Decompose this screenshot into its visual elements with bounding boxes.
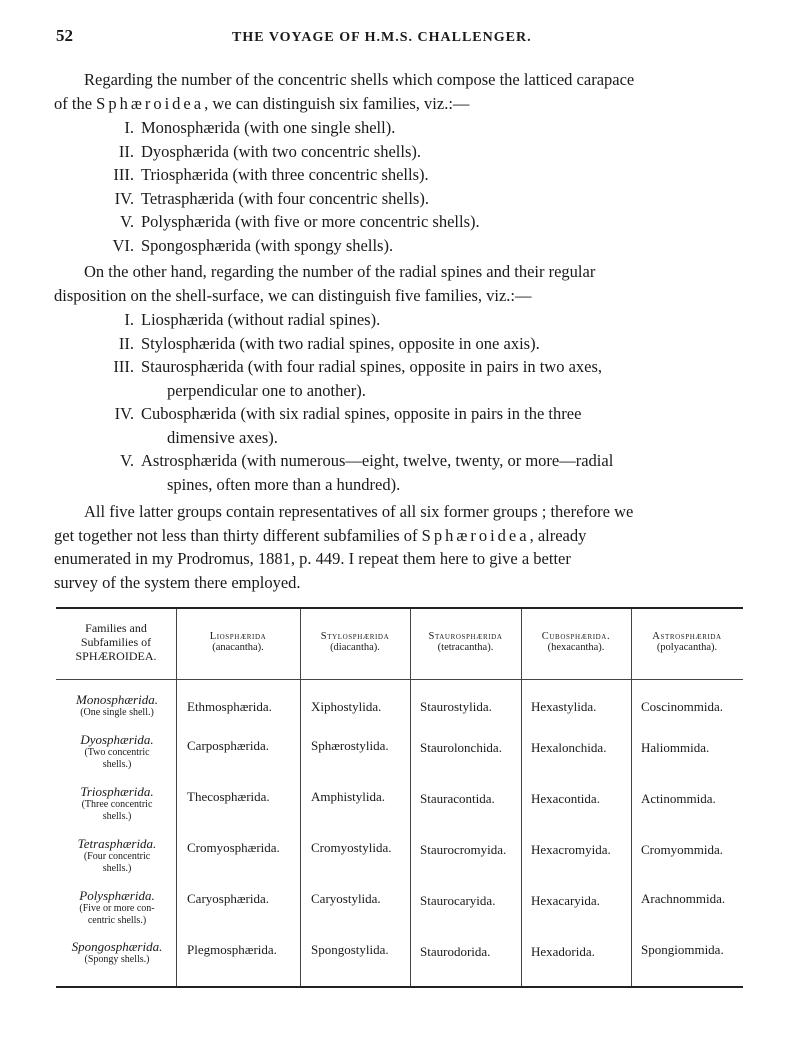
running-head: THE VOYAGE OF H.M.S. CHALLENGER. bbox=[232, 30, 532, 45]
table-cell: Hexadorida. bbox=[531, 944, 595, 959]
third-paragraph bbox=[54, 500, 744, 594]
intro-line-2 bbox=[54, 92, 744, 116]
table-cell: Staurocromyida. bbox=[420, 842, 507, 857]
shell-families-list bbox=[100, 116, 700, 257]
row-family: Tetrasphærida. bbox=[77, 836, 157, 851]
intro-line-2-before: of the bbox=[54, 93, 93, 113]
column-header bbox=[300, 631, 410, 653]
row-label bbox=[58, 889, 176, 927]
row-label bbox=[58, 785, 176, 823]
column-header-name: Staurosphærida bbox=[428, 631, 503, 642]
row-family: Polysphærida. bbox=[79, 888, 155, 903]
list-item bbox=[100, 187, 700, 211]
list-text-continuation: perpendicular one to another). bbox=[167, 380, 366, 400]
table-cell: Cromyosphærida. bbox=[187, 840, 280, 855]
column-divider bbox=[521, 609, 522, 986]
row-desc: shells.) bbox=[102, 759, 132, 770]
table-cell: Coscinommida. bbox=[641, 699, 723, 714]
table-cell: Hexacromyida. bbox=[531, 842, 611, 857]
row-label bbox=[58, 733, 176, 771]
column-header-sub: (anacantha). bbox=[212, 642, 264, 653]
spine-families-list bbox=[100, 308, 745, 496]
third-line-1: All five latter groups contain representatives of all six former groups ; therefore we bbox=[84, 502, 634, 521]
row-desc: shells.) bbox=[102, 811, 132, 822]
list-item bbox=[100, 355, 745, 402]
table-cell: Caryosphærida. bbox=[187, 891, 269, 906]
table-cell: Plegmosphærida. bbox=[187, 942, 277, 957]
row-family: Triosphærida. bbox=[80, 784, 154, 799]
intro-line-1: Regarding the number of the concentric shells which compose the latticed carapace bbox=[84, 70, 635, 89]
list-numeral: V. bbox=[120, 451, 134, 470]
table-cell: Hexastylida. bbox=[531, 699, 597, 714]
list-numeral: III. bbox=[113, 357, 134, 376]
table-cell: Xiphostylida. bbox=[311, 699, 382, 714]
table-cell: Thecosphærida. bbox=[187, 789, 270, 804]
table-cell: Arachnommida. bbox=[641, 891, 726, 906]
intro-line-2-after: , we can distinguish six families, viz.:— bbox=[204, 93, 470, 113]
third-line-2-after: , already bbox=[529, 525, 587, 545]
list-item bbox=[100, 163, 700, 187]
table-cell: Caryostylida. bbox=[311, 891, 381, 906]
table-cell: Cromyommida. bbox=[641, 842, 723, 857]
row-label bbox=[58, 940, 176, 966]
list-text: Monosphærida (with one single shell). bbox=[141, 118, 396, 137]
table-cell: Staurocaryida. bbox=[420, 893, 496, 908]
list-text: Polysphærida (with five or more concentric shells). bbox=[141, 212, 480, 231]
list-item bbox=[100, 116, 700, 140]
table-cell: Staurolonchida. bbox=[420, 740, 502, 755]
list-text bbox=[141, 402, 745, 449]
list-text bbox=[141, 308, 745, 332]
list-text-main: Cubosphærida (with six radial spines, opposite in pairs in the three bbox=[141, 404, 582, 423]
table-cell: Ethmosphærida. bbox=[187, 699, 272, 714]
list-numeral: IV. bbox=[114, 188, 134, 208]
list-text: Tetrasphærida (with four concentric shells). bbox=[141, 188, 429, 208]
column-header-name: Liosphærida bbox=[209, 631, 267, 642]
list-numeral: IV. bbox=[114, 404, 134, 423]
list-text-main: Astrosphærida (with numerous—eight, twelve, twenty, or more—radial bbox=[141, 451, 614, 470]
list-numeral: I. bbox=[124, 118, 134, 137]
column-header-sub: (tetracantha). bbox=[437, 642, 494, 653]
table-cell: Hexalonchida. bbox=[531, 740, 607, 755]
table-cell: Actinommida. bbox=[641, 791, 716, 806]
third-line-2 bbox=[54, 524, 744, 548]
column-header-name: Cubosphærida. bbox=[541, 631, 611, 642]
row-desc: (One single shell.) bbox=[80, 707, 154, 718]
row-desc: (Two concentric bbox=[84, 747, 150, 758]
column-divider bbox=[410, 609, 411, 986]
table-cell: Staurodorida. bbox=[420, 944, 491, 959]
table-cell: Carposphærida. bbox=[187, 738, 269, 753]
second-line-2: disposition on the shell-surface, we can distinguish five families, viz.:— bbox=[54, 285, 532, 305]
list-item bbox=[100, 140, 700, 164]
list-text-main: Staurosphærida (with four radial spines, opposite in pairs in two axes, bbox=[141, 357, 603, 376]
row-desc: (Three concentric bbox=[81, 799, 153, 810]
second-paragraph bbox=[54, 260, 744, 307]
intro-paragraph bbox=[54, 68, 744, 115]
row-family: Dyosphærida. bbox=[80, 732, 154, 747]
column-header bbox=[410, 631, 521, 653]
column-divider bbox=[631, 609, 632, 986]
table-cell: Hexacontida. bbox=[531, 791, 600, 806]
column-divider bbox=[300, 609, 301, 986]
column-header-name: Stylosphærida bbox=[320, 631, 390, 642]
third-line-3: enumerated in my Prodromus, 1881, p. 449. I repeat them here to give a better bbox=[54, 549, 571, 568]
list-text-continuation: spines, often more than a hundred). bbox=[167, 474, 401, 494]
table-cell: Haliommida. bbox=[641, 740, 710, 755]
column-header-sub: (diacantha). bbox=[330, 642, 380, 653]
list-numeral: II. bbox=[118, 333, 134, 353]
column-header bbox=[521, 631, 631, 653]
list-numeral: V. bbox=[120, 212, 134, 231]
list-numeral: II. bbox=[118, 141, 134, 161]
list-text-main: Liosphærida (without radial spines). bbox=[141, 310, 381, 329]
page-number: 52 bbox=[56, 26, 73, 45]
column-header-name: Astrosphærida bbox=[652, 631, 722, 642]
list-text: Spongosphærida (with spongy shells). bbox=[141, 235, 394, 255]
table-cell: Hexacaryida. bbox=[531, 893, 600, 908]
row-label bbox=[58, 693, 176, 719]
row-desc: shells.) bbox=[102, 863, 132, 874]
second-line-1: On the other hand, regarding the number of the radial spines and their regular bbox=[84, 262, 596, 281]
row-label bbox=[58, 837, 176, 875]
third-sphaeroidea-term: Sphæroidea bbox=[421, 525, 530, 545]
row-desc: (Five or more con- bbox=[79, 903, 155, 914]
table-cell: Spongiommida. bbox=[641, 942, 724, 957]
table-cell: Sphærostylida. bbox=[311, 738, 389, 753]
list-text: Dyosphærida (with two concentric shells). bbox=[141, 141, 421, 161]
list-text-main: Stylosphærida (with two radial spines, opposite in one axis). bbox=[141, 333, 540, 353]
table-cell: Spongostylida. bbox=[311, 942, 389, 957]
row-desc: (Spongy shells.) bbox=[84, 954, 150, 965]
list-numeral: I. bbox=[124, 310, 134, 329]
list-numeral: VI. bbox=[112, 235, 134, 255]
column-header-sub: (polyacantha). bbox=[656, 642, 718, 653]
corner-line-2: Subfamilies of bbox=[80, 635, 152, 649]
row-desc: centric shells.) bbox=[87, 915, 147, 926]
list-text bbox=[141, 449, 745, 496]
table-cell: Amphistylida. bbox=[311, 789, 386, 804]
header-rule bbox=[56, 679, 743, 680]
list-text-continuation: dimensive axes). bbox=[167, 427, 278, 447]
list-item bbox=[100, 308, 745, 332]
column-header bbox=[631, 631, 743, 653]
table-cell: Stauracontida. bbox=[420, 791, 495, 806]
column-header bbox=[176, 631, 300, 653]
column-header-sub: (hexacantha). bbox=[547, 642, 605, 653]
list-item bbox=[100, 234, 700, 258]
column-divider bbox=[176, 609, 177, 986]
table-cell: Staurostylida. bbox=[420, 699, 492, 714]
corner-line-3: SPHÆROIDEA. bbox=[75, 649, 157, 663]
list-text bbox=[141, 355, 745, 402]
corner-header bbox=[56, 621, 176, 663]
list-item bbox=[100, 332, 745, 356]
corner-line-1: Families and bbox=[85, 621, 147, 635]
intro-sphaeroidea-term: Sphæroidea bbox=[96, 93, 205, 113]
row-family: Spongosphærida. bbox=[71, 939, 163, 954]
list-text bbox=[141, 332, 745, 356]
list-item bbox=[100, 449, 745, 496]
row-desc: (Four concentric bbox=[83, 851, 151, 862]
list-numeral: III. bbox=[113, 165, 134, 184]
classification-table bbox=[56, 607, 743, 988]
list-item bbox=[100, 210, 700, 234]
table-cell: Cromyostylida. bbox=[311, 840, 392, 855]
third-line-4: survey of the system there employed. bbox=[54, 572, 301, 592]
third-line-2-before: get together not less than thirty different subfamilies of bbox=[54, 525, 418, 545]
row-family: Monosphærida. bbox=[76, 692, 158, 707]
list-text: Triosphærida (with three concentric shells). bbox=[141, 165, 429, 184]
list-item bbox=[100, 402, 745, 449]
